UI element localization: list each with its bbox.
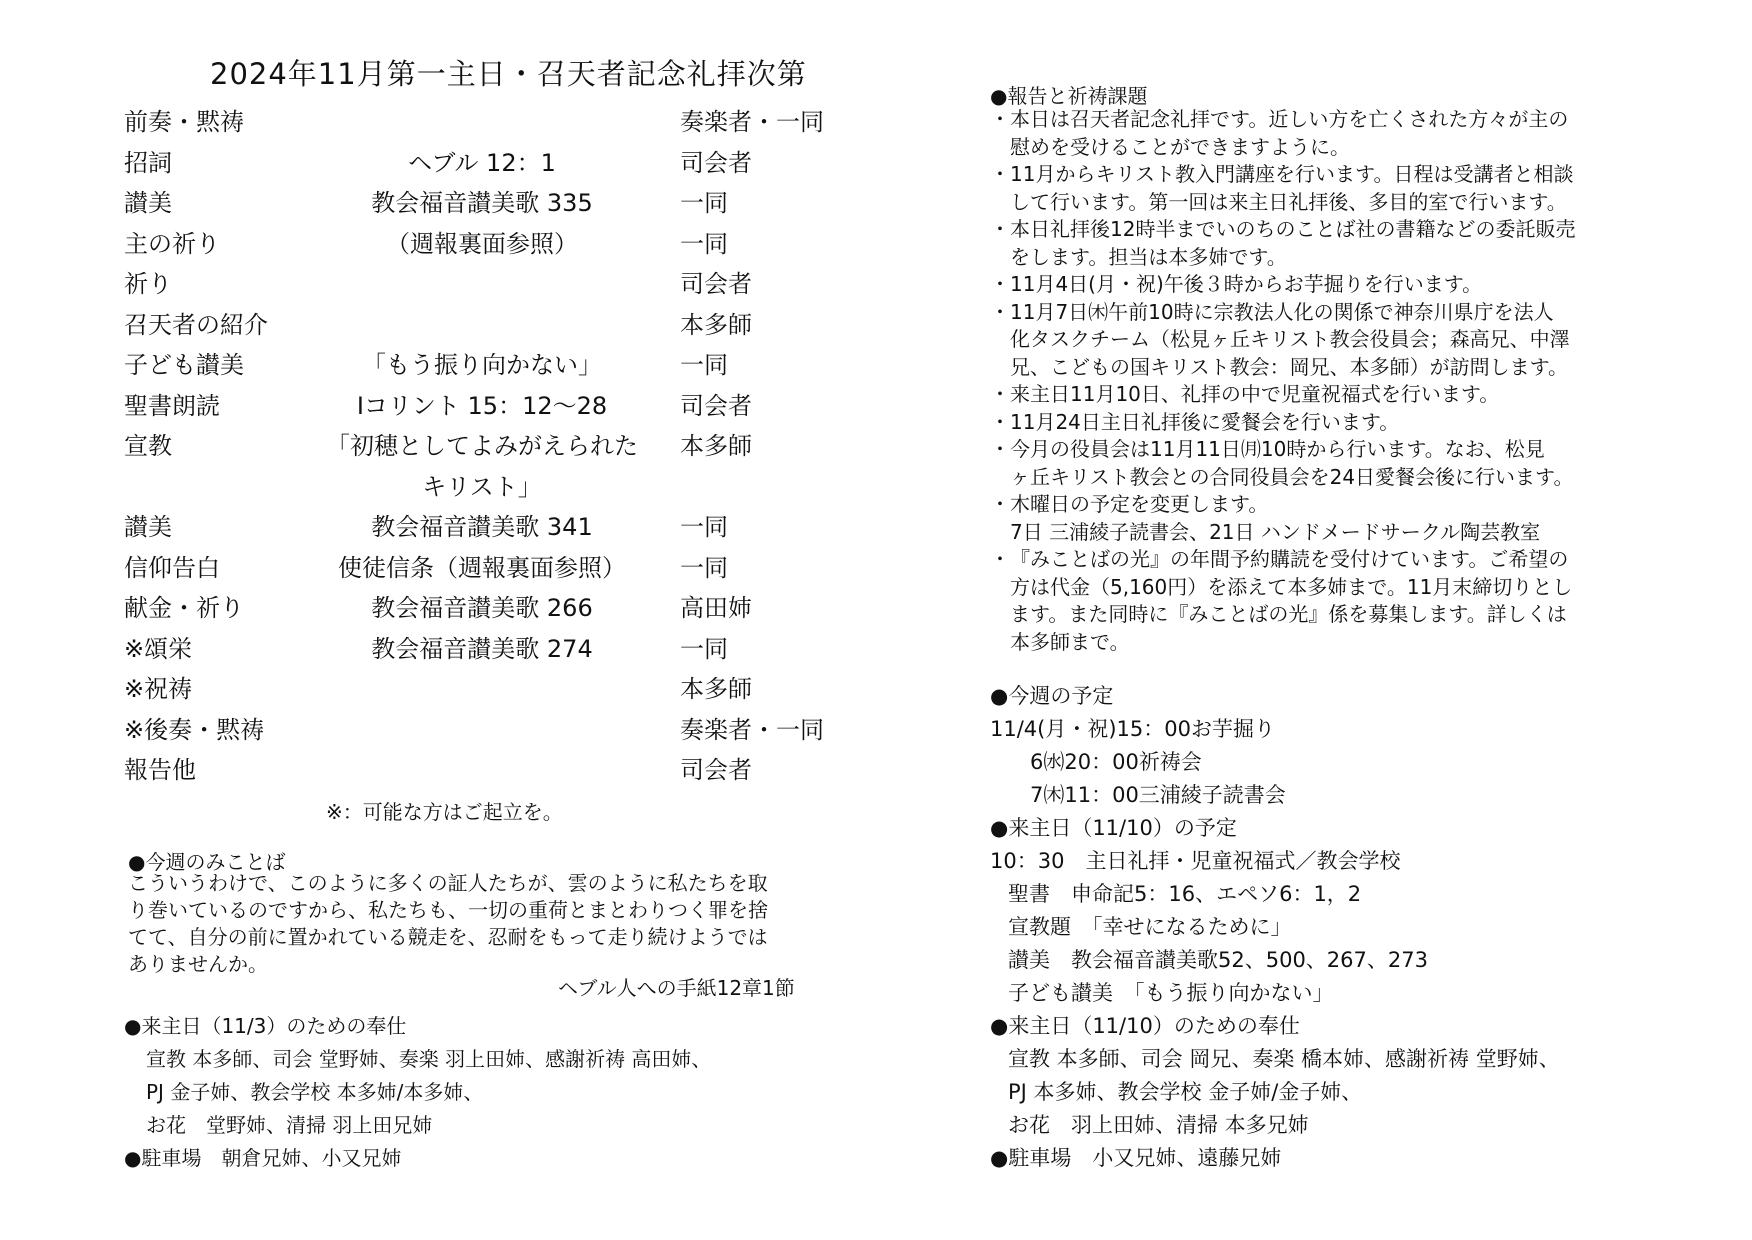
section-heading: ●今週の予定 bbox=[990, 684, 1114, 708]
order-row bbox=[124, 139, 844, 180]
report-line: ヶ丘キリスト教会との合同役員会を24日愛餐会後に行います。 bbox=[1010, 464, 1574, 489]
order-detail: （週報裏面参照） bbox=[386, 229, 578, 258]
order-item: 召天者の紹介 bbox=[124, 310, 268, 339]
report-line: ・ 11月24日主日礼拝後に愛餐会を行います。 bbox=[990, 409, 1670, 437]
section-heading: ●来主日（11/3）のための奉仕 bbox=[124, 1014, 407, 1038]
scripture-reference: ヘブル人への手紙12章1節 bbox=[558, 976, 795, 1000]
left-page bbox=[118, 0, 838, 1240]
order-item: 讃美 bbox=[124, 513, 172, 541]
order-person: 一同 bbox=[680, 189, 728, 217]
report-line: 化タスクチーム（松見ヶ丘キリスト教会役員会；森高兄、中澤 bbox=[1010, 327, 1570, 351]
parking-line: ●駐車場 朝倉兄姉、小又兄姉 bbox=[124, 1146, 402, 1170]
order-person: 一同 bbox=[680, 351, 728, 379]
report-line: ・ 今月の役員会は11月11日㈪10時から行います。なお、松見 bbox=[990, 436, 1670, 464]
order-row bbox=[124, 503, 844, 544]
order-person: 奏楽者・一同 bbox=[680, 108, 824, 136]
schedule-section bbox=[990, 680, 1560, 1175]
service-line: お花 堂野姉、清掃 羽上田兄姉 bbox=[146, 1113, 433, 1137]
report-line: 慰めを受けることができますように。 bbox=[1010, 134, 1350, 159]
order-row bbox=[124, 341, 844, 382]
order-person: 一同 bbox=[680, 513, 728, 541]
report-line: ・ 木曜日の予定を変更します。 bbox=[990, 491, 1670, 519]
scripture-line: てて、自分の前に置かれている競走を、忍耐をもって走り続けようでは bbox=[128, 925, 768, 949]
report-line: 7日 三浦綾子読書会、21日 ハンドメードサークル陶芸教室 bbox=[1010, 519, 1541, 544]
service-line: 宣教 本多師、司会 岡兄、奏楽 橋本姉、感謝祈祷 堂野姉、 bbox=[1008, 1047, 1560, 1071]
service-line: お花 羽上田姉、清掃 本多兄姉 bbox=[1008, 1113, 1309, 1137]
order-row bbox=[124, 706, 844, 747]
order-detail: Ⅰコリント 15：12～28 bbox=[356, 391, 608, 420]
service-line: PJ 金子姉、教会学校 本多姉/本多姉、 bbox=[146, 1080, 484, 1104]
order-person: 本多師 bbox=[680, 310, 752, 339]
order-item: 子ども讃美 bbox=[124, 351, 244, 379]
order-row bbox=[124, 544, 844, 585]
order-item: 主の祈り bbox=[124, 229, 220, 258]
report-line: 兄、こどもの国キリスト教会：岡兄、本多師）が訪問します。 bbox=[1010, 354, 1568, 379]
list-item bbox=[990, 491, 1670, 546]
order-person: 一同 bbox=[680, 634, 728, 663]
order-person: 司会者 bbox=[680, 756, 752, 784]
order-person: 一同 bbox=[680, 553, 728, 582]
report-line: ・ 『みことばの光』の年間予約購読を受付けています。ご希望の bbox=[990, 546, 1670, 574]
scripture-line: こういうわけで、このように多くの証人たちが、雲のように私たちを取 bbox=[128, 871, 768, 895]
order-row bbox=[124, 220, 844, 261]
schedule-line: 子ども讃美 「もう振り向かない」 bbox=[1008, 981, 1334, 1005]
service-line: 宣教 本多師、司会 堂野姉、奏楽 羽上田姉、感謝祈祷 高田姉、 bbox=[146, 1047, 712, 1071]
order-row bbox=[124, 301, 844, 342]
order-row bbox=[124, 665, 844, 706]
order-item: 報告他 bbox=[124, 756, 196, 784]
order-person: 高田姉 bbox=[680, 594, 752, 622]
report-line: ・ 本日礼拝後12時半までいのちのことば社の書籍などの委託販売 bbox=[990, 216, 1670, 244]
schedule-line: 6㈬20：00祈祷会 bbox=[1030, 750, 1202, 774]
scripture-heading: ●今週のみことば bbox=[128, 850, 286, 874]
order-item: 讃美 bbox=[124, 189, 172, 217]
order-detail: 教会福音讃美歌 341 bbox=[371, 513, 593, 541]
list-item bbox=[990, 161, 1670, 216]
order-detail: 教会福音讃美歌 335 bbox=[371, 189, 593, 217]
order-detail: ヘブル 12：1 bbox=[408, 148, 556, 177]
order-row bbox=[124, 260, 844, 301]
list-item bbox=[990, 381, 1670, 409]
reports-heading: ●報告と祈祷課題 bbox=[990, 84, 1148, 108]
order-item: 献金・祈り bbox=[124, 594, 244, 622]
order-detail: 「もう振り向かない」 bbox=[362, 351, 602, 379]
report-line: して行います。第一回は来主日礼拝後、多目的室で行います。 bbox=[1010, 189, 1567, 214]
parking-line: ●駐車場 小又兄姉、遠藤兄姉 bbox=[990, 1146, 1282, 1170]
order-row bbox=[124, 422, 844, 463]
scripture-text bbox=[128, 870, 858, 978]
schedule-line: 11/4(月・祝)15：00お芋掘り bbox=[990, 717, 1275, 741]
order-item: 招詞 bbox=[124, 148, 172, 177]
right-page bbox=[990, 0, 1670, 1240]
list-item bbox=[990, 409, 1670, 437]
report-line: ・ 11月7日㈭午前10時に宗教法人化の関係で神奈川県庁を法人 bbox=[990, 299, 1670, 327]
order-person: 司会者 bbox=[680, 391, 752, 420]
order-item: 聖書朗読 bbox=[124, 391, 220, 420]
schedule-line: 7㈭11：00三浦綾子読書会 bbox=[1030, 783, 1286, 807]
worship-order bbox=[124, 98, 844, 787]
order-item: 宣教 bbox=[124, 432, 172, 460]
schedule-line: 10：30 主日礼拝・児童祝福式／教会学校 bbox=[990, 849, 1401, 873]
section-heading: ●来主日（11/10）の予定 bbox=[990, 816, 1237, 840]
order-detail: 「初穂としてよみがえられた bbox=[326, 432, 638, 460]
section-heading: ●来主日（11/10）のための奉仕 bbox=[990, 1014, 1300, 1038]
page-title: 2024年11月第一主日・召天者記念礼拝次第 bbox=[210, 57, 807, 91]
reports-list bbox=[990, 106, 1670, 656]
order-detail: 教会福音讃美歌 274 bbox=[371, 634, 593, 663]
report-line: ・ 11月からキリスト教入門講座を行います。日程は受講者と相談 bbox=[990, 161, 1670, 189]
order-person: 奏楽者・一同 bbox=[680, 715, 824, 744]
scripture-line: り巻いているのですから、私たちも、一切の重荷とまとわりつく罪を捨 bbox=[128, 898, 768, 922]
list-item bbox=[990, 216, 1670, 271]
schedule-line: 讃美 教会福音讃美歌52、500、267、273 bbox=[1008, 948, 1428, 972]
order-item: 信仰告白 bbox=[124, 553, 220, 582]
service-line: PJ 本多姉、教会学校 金子姉/金子姉、 bbox=[1008, 1080, 1363, 1104]
report-line: ・ 本日は召天者記念礼拝です。近しい方を亡くされた方々が主の bbox=[990, 106, 1670, 134]
list-item bbox=[990, 271, 1670, 299]
order-row bbox=[124, 746, 844, 787]
list-item bbox=[990, 299, 1670, 382]
report-line: ・ 11月4日(月・祝)午後３時からお芋掘りを行います。 bbox=[990, 271, 1670, 299]
standing-note: ※：可能な方はご起立を。 bbox=[326, 800, 563, 824]
order-person: 司会者 bbox=[680, 148, 752, 177]
order-item: ※後奏・黙祷 bbox=[124, 715, 265, 744]
order-row bbox=[124, 463, 844, 504]
order-row bbox=[124, 98, 844, 139]
report-line: ・ 来主日11月10日、礼拝の中で児童祝福式を行います。 bbox=[990, 381, 1670, 409]
schedule-line: 聖書 申命記5：16、エペソ6：1，2 bbox=[1008, 882, 1362, 906]
order-row bbox=[124, 584, 844, 625]
order-row bbox=[124, 382, 844, 423]
report-line: をします。担当は本多姉です。 bbox=[1010, 244, 1287, 269]
order-person: 本多師 bbox=[680, 675, 752, 703]
list-item bbox=[990, 106, 1670, 161]
order-person: 一同 bbox=[680, 229, 728, 258]
order-detail: 教会福音讃美歌 266 bbox=[371, 594, 593, 622]
report-line: ます。また同時に『みことばの光』係を募集します。詳しくは bbox=[1010, 602, 1567, 626]
order-item: ※頌栄 bbox=[124, 634, 193, 663]
order-row bbox=[124, 625, 844, 666]
list-item bbox=[990, 436, 1670, 491]
schedule-line: 宣教題 「幸せになるために」 bbox=[1008, 915, 1292, 939]
order-row bbox=[124, 179, 844, 220]
report-line: 方は代金（5,160円）を添えて本多姉まで。11月末締切りとし bbox=[1010, 574, 1573, 599]
order-item: 前奏・黙祷 bbox=[124, 108, 244, 136]
order-person: 本多師 bbox=[680, 432, 752, 460]
order-item: ※祝祷 bbox=[124, 675, 193, 703]
scripture-line: ありませんか。 bbox=[128, 952, 268, 976]
order-person: 司会者 bbox=[680, 270, 752, 298]
order-detail: 使徒信条（週報裏面参照） bbox=[338, 553, 626, 582]
order-detail: キリスト」 bbox=[422, 472, 542, 501]
order-item: 祈り bbox=[124, 270, 172, 298]
list-item bbox=[990, 546, 1670, 656]
next-week-service bbox=[124, 1010, 711, 1175]
report-line: 本多師まで。 bbox=[1010, 629, 1130, 654]
